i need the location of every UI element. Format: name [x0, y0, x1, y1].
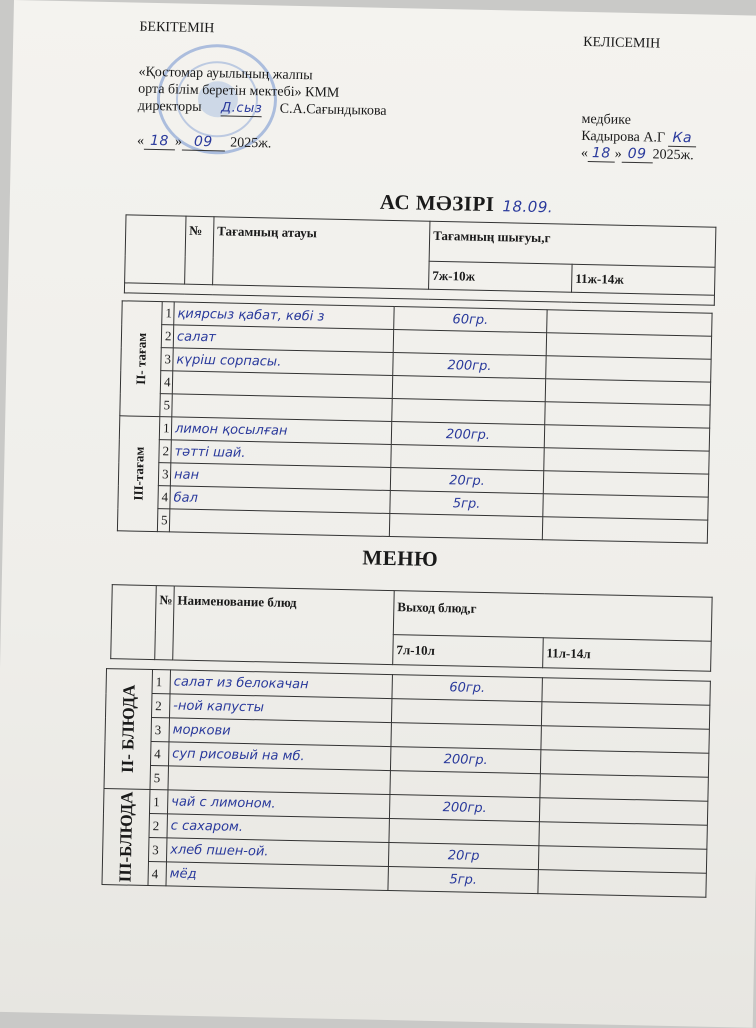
dish-name: тәтті шай. — [171, 440, 391, 468]
nurse-name: Кадырова А.Г — [581, 128, 666, 146]
dish-output-cell — [389, 513, 542, 539]
dish-output-cell — [392, 399, 545, 425]
dish-name: суп рисовый на мб. — [168, 742, 390, 771]
agree-block — [581, 34, 734, 165]
row-number: 3 — [148, 838, 166, 862]
row-number: 4 — [158, 486, 170, 509]
dish-output-older-cell — [543, 494, 708, 520]
dish-name: с сахаром. — [167, 814, 389, 843]
agree-date: « 18 » 09 2025ж. — [580, 145, 694, 164]
kz-col-name: Тағамның атауы — [213, 217, 430, 290]
dish-name: бал — [170, 486, 390, 514]
dish-name: лимон қосылған — [171, 417, 391, 445]
dish-name: күріш сорпасы. — [173, 348, 393, 376]
agree-date-day: 18 — [588, 145, 615, 163]
dish-output-older-cell — [546, 356, 711, 382]
ru-menu-title: МЕНЮ — [362, 545, 439, 572]
dish-name: қиярсыз қабат, көбі з — [174, 302, 394, 330]
row-number: 1 — [162, 302, 174, 325]
ru-header-blank — [111, 585, 157, 660]
kz-col-age1: 7ж-10ж — [429, 261, 573, 292]
dish-name: салат — [173, 325, 393, 353]
dish-output-cell: 20гр — [388, 843, 538, 870]
dish-output-older-cell — [544, 425, 709, 451]
row-number: 3 — [151, 718, 169, 742]
agree-date-month: 09 — [622, 146, 653, 164]
dish-output-cell — [390, 771, 540, 798]
row-number: 4 — [148, 862, 166, 886]
director-name: С.А.Сағындыкова — [279, 101, 387, 119]
dish-name: нан — [170, 463, 390, 491]
dish-name: мёд — [166, 862, 388, 891]
row-number: 2 — [159, 440, 171, 463]
dish-output-cell — [391, 444, 544, 470]
dish-output-older-cell — [547, 310, 712, 336]
ru-menu-header-table — [110, 584, 712, 672]
ru-col-name: Наименование блюд — [173, 586, 395, 665]
dish-name: чай с лимоном. — [167, 790, 389, 819]
row-number: 1 — [152, 670, 170, 694]
dish-output-cell: 20гр. — [390, 467, 543, 493]
dish-name: хлеб пшен-ой. — [166, 838, 388, 867]
nurse-signature: Ка — [668, 130, 696, 148]
ru-menu-body-table — [101, 668, 710, 898]
row-number: 1 — [159, 417, 171, 440]
dish-name: салат из белокачан — [170, 670, 392, 699]
dish-output-cell: 60гр. — [394, 307, 547, 333]
row-number: 5 — [160, 394, 172, 417]
row-number: 1 — [149, 790, 167, 814]
dish-output-older-cell — [543, 471, 708, 497]
dish-output-cell: 200гр. — [389, 795, 539, 822]
dish-output-cell: 200гр. — [390, 747, 540, 774]
group-label-cell — [120, 301, 162, 417]
dish-output-cell: 60гр. — [392, 675, 542, 702]
kz-menu-body-table — [117, 300, 713, 543]
row-number: 5 — [150, 766, 168, 790]
group-label-cell — [117, 416, 159, 532]
group-label: II- тағам — [132, 332, 149, 385]
ru-col-age1: 7л-10л — [393, 635, 544, 668]
nurse-title: медбике — [581, 111, 632, 128]
kz-menu-header-table — [124, 214, 717, 305]
school-name-line2: орта білім беретін мектебі» КММ — [138, 81, 340, 101]
row-number: 5 — [157, 509, 169, 532]
agree-title: КЕЛІСЕМІН — [583, 34, 661, 52]
approve-title: БЕКІТЕМІН — [139, 19, 215, 37]
dish-output-older-cell — [542, 517, 707, 543]
dish-output-cell: 200гр. — [391, 422, 544, 448]
kz-menu-date: 18.09. — [502, 197, 554, 217]
row-number: 2 — [161, 325, 173, 348]
approve-date-year: 2025ж. — [230, 135, 272, 152]
dish-output-cell: 5гр. — [388, 867, 538, 894]
dish-output-cell: 5гр. — [390, 490, 543, 516]
row-number: 4 — [150, 742, 168, 766]
group-label: III-БЛЮДА — [115, 791, 136, 883]
dish-output-older-cell — [541, 726, 709, 754]
kz-col-output: Тағамның шығуы,г — [429, 221, 716, 267]
director-label: директоры — [137, 98, 202, 115]
row-number: 2 — [152, 694, 170, 718]
dish-name — [169, 509, 389, 537]
school-name-line1: «Қостомар ауылының жалпы — [138, 64, 313, 84]
row-number: 2 — [149, 814, 167, 838]
row-number: 3 — [161, 348, 173, 371]
dish-output-older-cell — [538, 846, 706, 874]
dish-output-cell — [389, 819, 539, 846]
kz-menu-title: АС МӘЗІРІ — [379, 189, 495, 217]
dish-output-older-cell — [545, 379, 710, 405]
dish-output-older-cell — [538, 870, 706, 898]
dish-output-cell — [391, 699, 541, 726]
dish-output-cell — [393, 330, 546, 356]
group-label-cell — [102, 789, 150, 886]
dish-output-older-cell — [539, 822, 707, 850]
group-label: II- БЛЮДА — [117, 684, 139, 774]
group-label: III-тағам — [130, 446, 147, 501]
row-number: 3 — [158, 463, 170, 486]
row-number: 4 — [160, 371, 172, 394]
approve-date-day: 18 — [144, 133, 175, 151]
ru-col-age2: 11л-14л — [543, 638, 712, 672]
approve-date-month: 09 — [182, 134, 225, 152]
group-label-cell — [104, 669, 153, 790]
dish-output-older-cell — [542, 678, 710, 706]
approve-block — [137, 19, 389, 155]
kz-col-age2: 11ж-14ж — [572, 264, 716, 295]
kz-menu-title-wrap — [380, 190, 554, 219]
dish-output-cell: 200гр. — [393, 353, 546, 379]
dish-output-older-cell — [544, 448, 709, 474]
director-signature: Д.сыз — [220, 100, 263, 117]
kz-col-no: № — [185, 216, 214, 285]
dish-output-older-cell — [540, 750, 708, 778]
ru-col-no: № — [155, 586, 175, 660]
dish-output-older-cell — [541, 702, 709, 730]
dish-output-older-cell — [540, 774, 708, 802]
ru-menu-title-wrap — [362, 545, 438, 572]
dish-output-older-cell — [539, 798, 707, 826]
dish-output-older-cell — [546, 333, 711, 359]
dish-output-older-cell — [545, 402, 710, 428]
agree-date-year: 2025ж. — [652, 147, 694, 164]
kz-header-blank — [125, 215, 186, 284]
dish-name: -ной капусты — [169, 694, 391, 723]
ru-col-output: Выход блюд,г — [393, 591, 712, 642]
dish-output-cell — [391, 723, 541, 750]
approve-date: « 18 » 09 2025ж. — [136, 132, 272, 152]
dish-output-cell — [392, 376, 545, 402]
dish-name: моркови — [169, 718, 391, 747]
